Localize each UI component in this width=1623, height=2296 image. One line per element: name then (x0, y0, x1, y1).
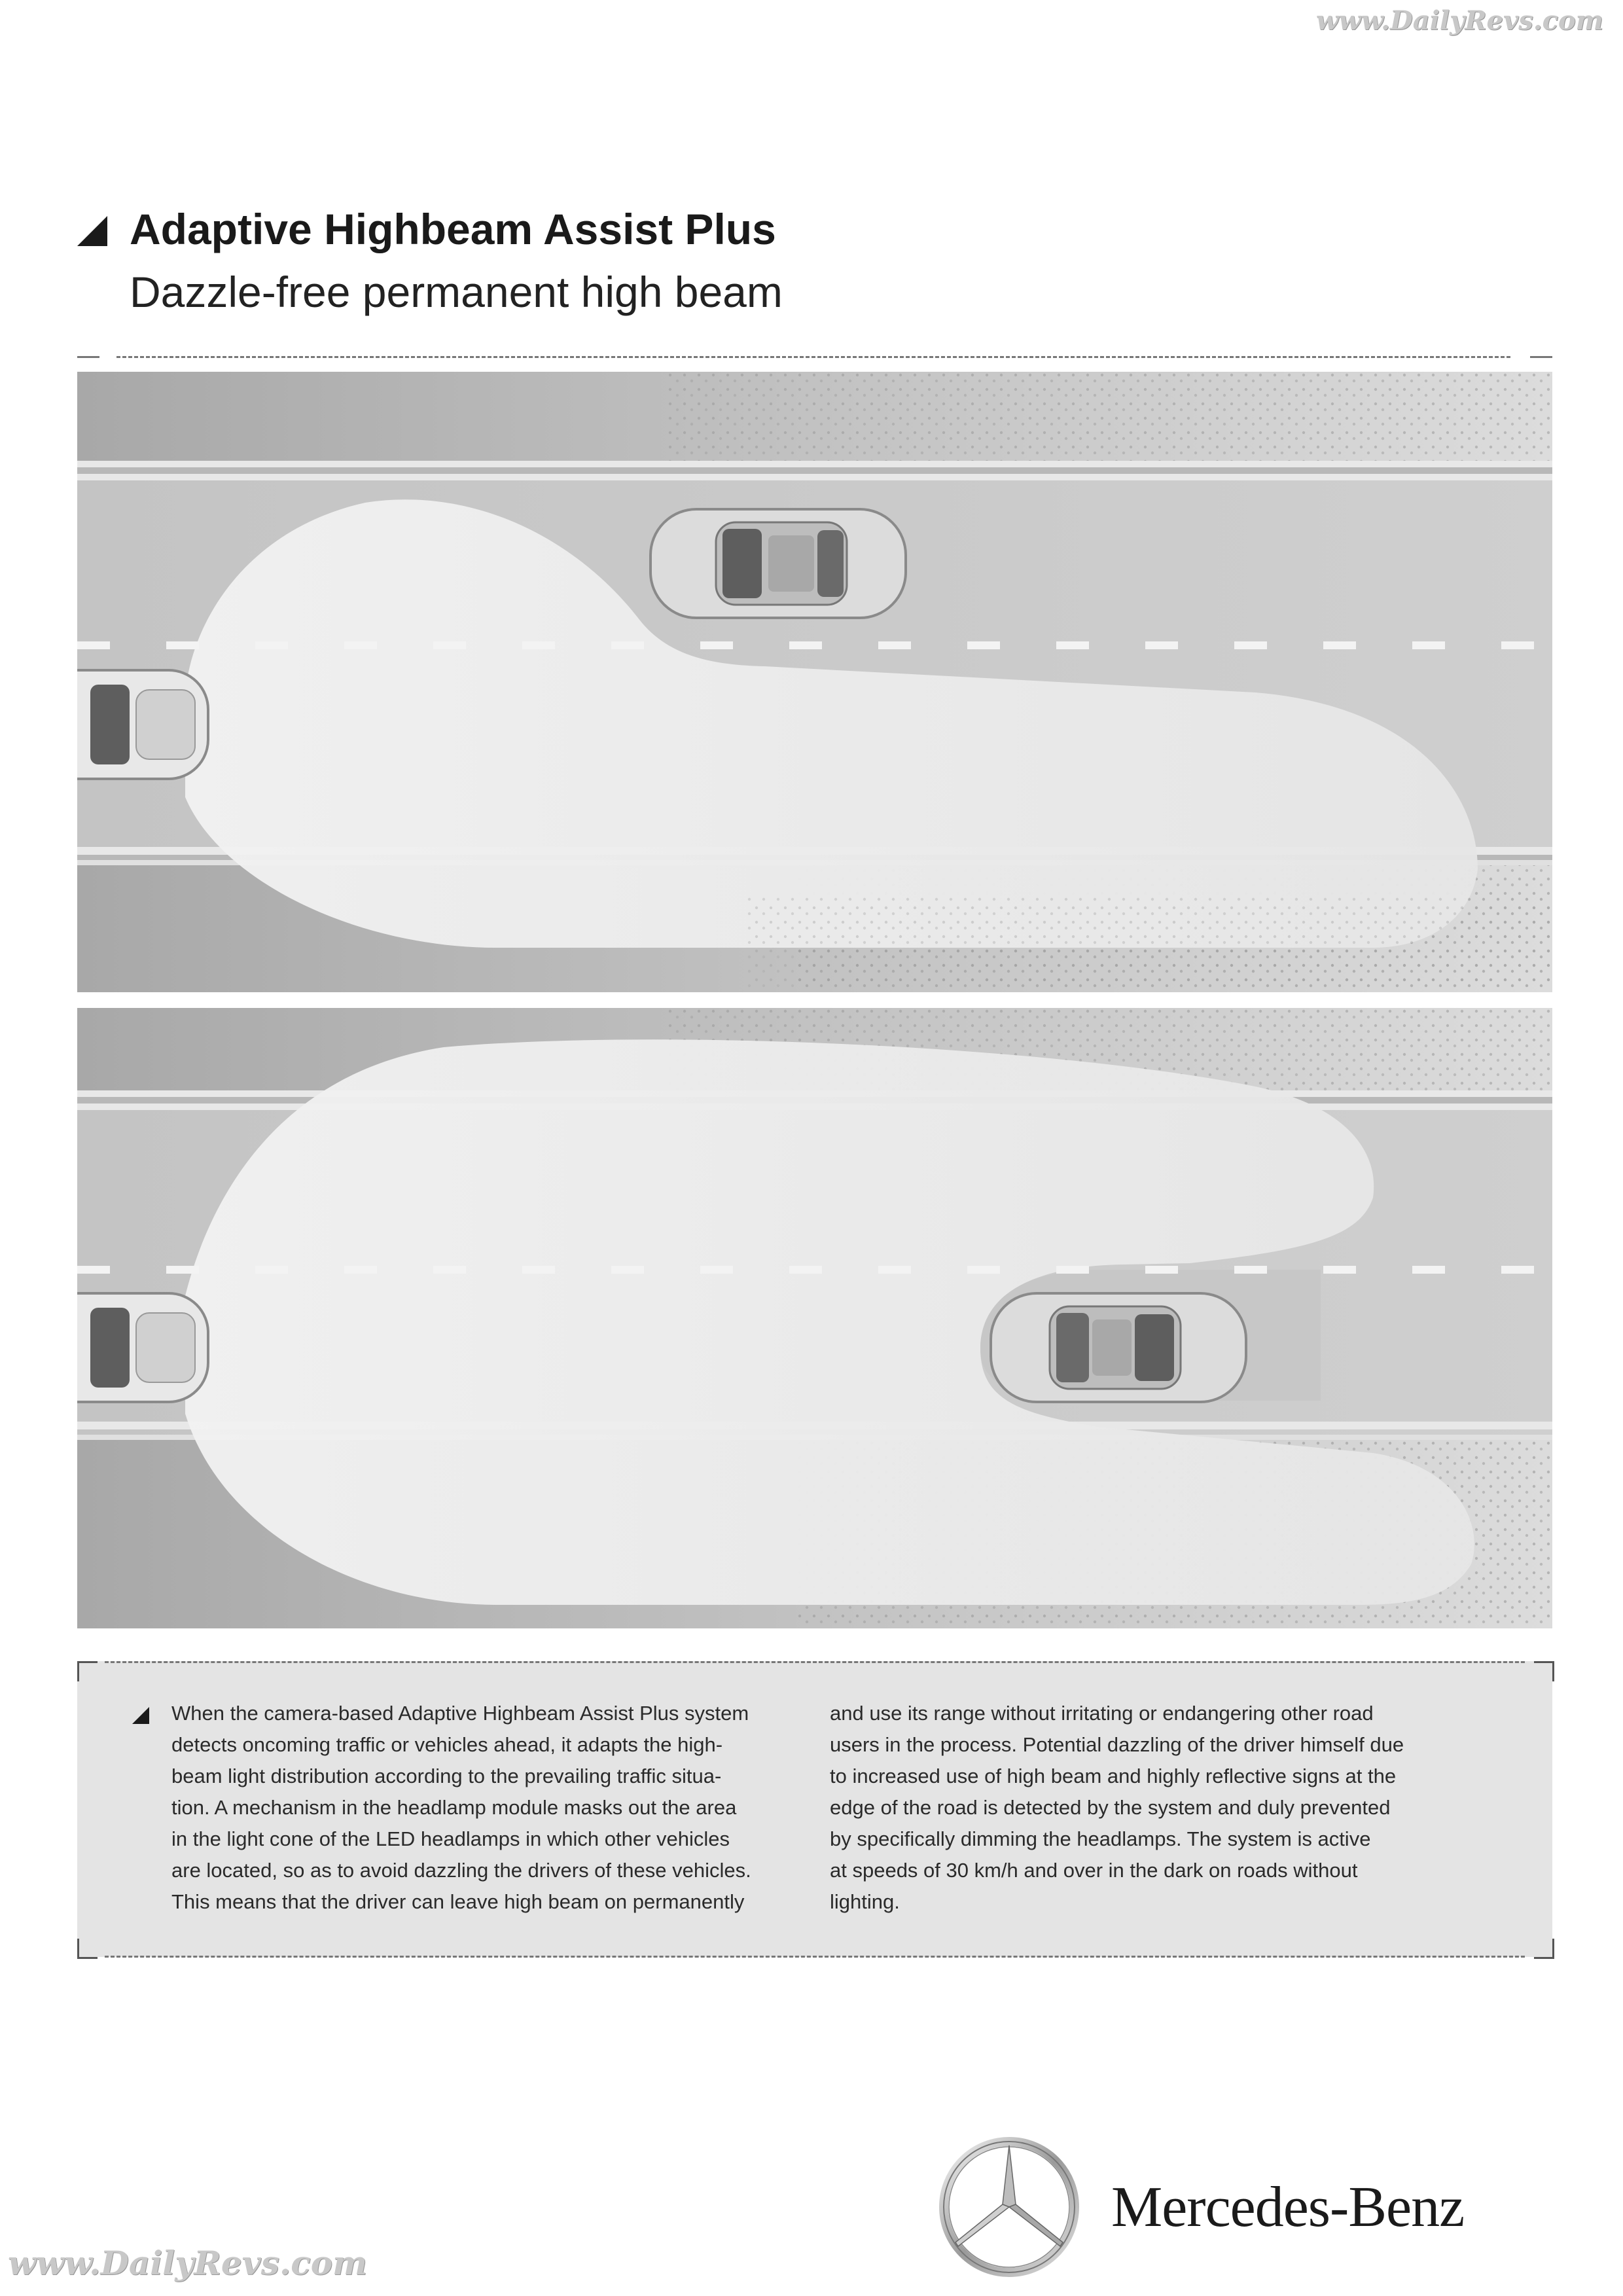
watermark-top: www.DailyRevs.com (1315, 5, 1603, 36)
body-line: beam light distribution according to the prevailing traffic situa- (171, 1765, 722, 1787)
corner-mark (77, 1661, 98, 1681)
bullet-triangle-icon (132, 1707, 149, 1724)
header-divider (116, 356, 1510, 358)
page-title: Adaptive Highbeam Assist Plus (130, 205, 776, 253)
page-subtitle: Dazzle-free permanent high beam (130, 268, 783, 316)
illustration-oncoming-car (77, 372, 1552, 992)
body-line: and use its range without irritating or endangering other road (830, 1702, 1374, 1725)
brand-name: Mercedes-Benz (1111, 2176, 1465, 2239)
car-ahead-icon (991, 1293, 1246, 1402)
rule-cap-right (1530, 356, 1552, 358)
body-line: users in the process. Potential dazzling of the driver himself due (830, 1733, 1404, 1756)
body-line: lighting. (830, 1890, 900, 1913)
body-line: detects oncoming traffic or vehicles ahead, it adapts the high- (171, 1733, 723, 1756)
body-line: to increased use of high beam and highly reflective signs at the (830, 1765, 1397, 1787)
body-line: at speeds of 30 km/h and over in the dark on roads without (830, 1859, 1358, 1882)
body-line: by specifically dimming the headlamps. The system is active (830, 1827, 1371, 1850)
body-line: This means that the driver can leave high beam on permanently (171, 1890, 745, 1913)
body-line: in the light cone of the LED headlamps in which other vehicles (171, 1827, 730, 1850)
body-line: When the camera-based Adaptive Highbeam Assist Plus system (171, 1702, 749, 1725)
high-beam-masked-oncoming-car-illustration (77, 372, 1552, 992)
title-triangle-icon (77, 216, 107, 246)
high-beam-masked-car-ahead-illustration (77, 1008, 1552, 1628)
corner-mark (1534, 1661, 1554, 1681)
watermark-bottom: www.DailyRevs.com (8, 2244, 367, 2282)
body-line: are located, so as to avoid dazzling the drivers of these vehicles. (171, 1859, 751, 1882)
rule-cap-left (77, 356, 99, 358)
body-column-1 (171, 1698, 813, 1918)
illustration-car-ahead (77, 1008, 1552, 1628)
box-top-rule (105, 1661, 1525, 1663)
corner-mark (1534, 1939, 1554, 1959)
own-car-icon (77, 1293, 208, 1402)
mercedes-star-icon (937, 2135, 1081, 2282)
body-line: edge of the road is detected by the system and duly prevented (830, 1796, 1391, 1819)
corner-mark (77, 1939, 98, 1959)
box-bottom-rule (105, 1956, 1525, 1958)
body-line: tion. A mechanism in the headlamp module masks out the area (171, 1796, 737, 1819)
oncoming-car-icon (651, 509, 906, 618)
body-column-2 (830, 1698, 1471, 1918)
own-car-icon (77, 670, 208, 779)
